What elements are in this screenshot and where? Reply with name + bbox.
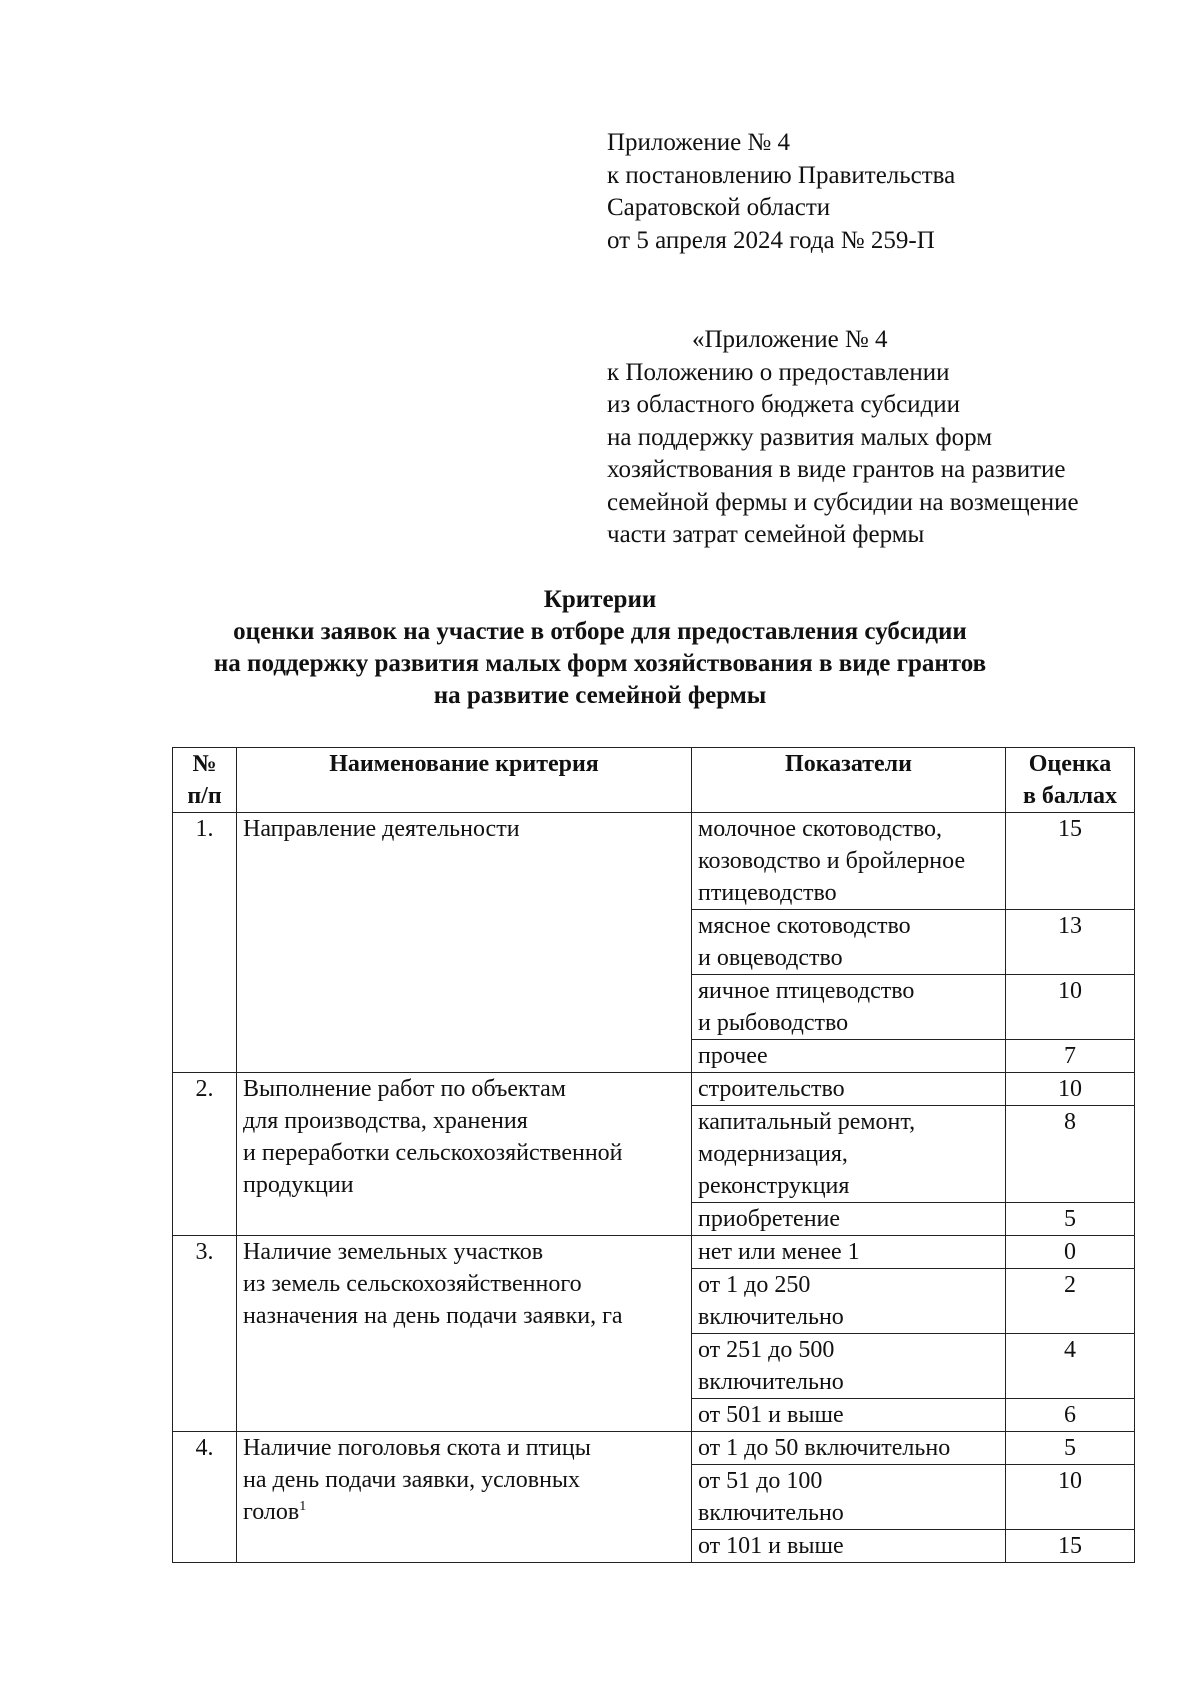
criterion-name <box>237 1236 692 1432</box>
document-title <box>150 584 1050 712</box>
score: 6 <box>1006 1399 1135 1432</box>
criterion-name-text: Наличие поголовья скота и птицы <box>243 1435 591 1461</box>
title-line: на развитие семейной фермы <box>433 682 767 709</box>
indicator-line: капитальный ремонт, <box>698 1109 916 1135</box>
score: 0 <box>1006 1236 1135 1269</box>
indicator-line: молочное скотоводство, <box>698 816 943 842</box>
indicator-line: птицеводство <box>698 880 837 906</box>
criterion-name-text: на день подачи заявки, условных <box>243 1467 581 1493</box>
criterion-name-line <box>243 1236 685 1268</box>
annex2-line: к Положению о предоставлении <box>607 358 950 386</box>
criterion-name-line <box>243 1432 685 1464</box>
criterion-number: 4. <box>173 1432 237 1563</box>
indicator-line: модернизация, <box>698 1141 848 1167</box>
score: 2 <box>1006 1269 1135 1334</box>
score: 7 <box>1006 1040 1135 1073</box>
annex-line: к постановлению Правительства <box>607 161 956 189</box>
criterion-number: 1. <box>173 813 237 1073</box>
indicator-line: от 51 до 100 <box>698 1468 823 1494</box>
indicator-line: включительно <box>698 1369 844 1395</box>
score: 4 <box>1006 1334 1135 1399</box>
criterion-number: 3. <box>173 1236 237 1432</box>
criterion-name-line <box>243 1137 685 1169</box>
criterion-name-line <box>243 1169 685 1201</box>
annex-line: Приложение № 4 <box>607 129 791 156</box>
table-row <box>173 1432 1135 1465</box>
table-body <box>173 813 1135 1563</box>
indicator-line: включительно <box>698 1500 844 1526</box>
indicator <box>692 1106 1006 1203</box>
indicator <box>692 1399 1006 1432</box>
indicator <box>692 1269 1006 1334</box>
criterion-name-line <box>243 1105 685 1137</box>
indicator-line: от 1 до 250 <box>698 1272 811 1298</box>
criterion-name-line <box>243 1464 685 1496</box>
criterion-name-text: продукции <box>243 1172 354 1198</box>
indicator <box>692 1465 1006 1530</box>
indicator-line: от 251 до 500 <box>698 1337 835 1363</box>
score: 10 <box>1006 1465 1135 1530</box>
indicator-line: строительство <box>698 1076 845 1102</box>
indicator <box>692 1334 1006 1399</box>
indicator-line: реконструкция <box>698 1173 850 1199</box>
score: 15 <box>1006 813 1135 910</box>
title-line: оценки заявок на участие в отборе для предоставления субсидии <box>233 618 967 645</box>
annex2-line: хозяйствования в виде грантов на развитие <box>607 456 1066 483</box>
criterion-name <box>237 813 692 1073</box>
indicator <box>692 813 1006 910</box>
indicator-line: нет или менее 1 <box>698 1239 860 1265</box>
table-header-row <box>173 748 1135 813</box>
indicator-line: от 501 и выше <box>698 1402 844 1428</box>
annex-reference <box>607 127 955 257</box>
criterion-number: 2. <box>173 1073 237 1236</box>
indicator-line: прочее <box>698 1043 768 1069</box>
indicator <box>692 1530 1006 1563</box>
annex2-line: на поддержку развития малых форм <box>607 423 993 451</box>
score: 5 <box>1006 1203 1135 1236</box>
indicator-line: от 101 и выше <box>698 1533 844 1559</box>
criterion-name-text: назначения на день подачи заявки, га <box>243 1303 623 1329</box>
indicator <box>692 1432 1006 1465</box>
title-line: Критерии <box>543 586 657 613</box>
indicator <box>692 975 1006 1040</box>
criterion-name-line <box>243 813 685 845</box>
annex-line: от 5 апреля 2024 года № 259-П <box>607 226 935 254</box>
annex2-line: из областного бюджета субсидии <box>607 391 961 418</box>
criterion-name-text: для производства, хранения <box>243 1108 528 1134</box>
criteria-table <box>172 747 1135 1563</box>
table-row <box>173 813 1135 910</box>
annex2-line: части затрат семейной фермы <box>607 521 925 548</box>
title-line: на поддержку развития малых форм хозяйствования в виде грантов <box>213 650 987 677</box>
table-row <box>173 1236 1135 1269</box>
score: 13 <box>1006 910 1135 975</box>
header-num <box>173 748 237 813</box>
indicator <box>692 910 1006 975</box>
criterion-name-text: голов <box>243 1499 300 1525</box>
score: 10 <box>1006 1073 1135 1106</box>
footnote-marker: 1 <box>299 1499 307 1514</box>
criterion-name-line <box>243 1300 685 1332</box>
table-row <box>173 1073 1135 1106</box>
indicator <box>692 1040 1006 1073</box>
header-score-line: в баллах <box>1022 783 1118 809</box>
annex2-line: семейной фермы и субсидии на возмещение <box>607 488 1079 516</box>
criterion-name-text: Наличие земельных участков <box>243 1239 544 1265</box>
criterion-name-text: и переработки сельскохозяйственной <box>243 1140 623 1166</box>
indicator <box>692 1236 1006 1269</box>
criterion-name <box>237 1073 692 1236</box>
header-indicators: Показатели <box>692 748 1006 813</box>
header-num-line: № <box>192 751 217 777</box>
criterion-name <box>237 1432 692 1563</box>
indicator-line: козоводство и бройлерное <box>698 848 966 874</box>
indicator-line: и рыбоводство <box>698 1010 849 1036</box>
indicator-line: мясное скотоводство <box>698 913 911 939</box>
criterion-name-text: из земель сельскохозяйственного <box>243 1271 582 1297</box>
criterion-name-line <box>243 1073 685 1105</box>
score: 15 <box>1006 1530 1135 1563</box>
criterion-name-text: Направление деятельности <box>243 816 520 842</box>
score: 8 <box>1006 1106 1135 1203</box>
criterion-name-text: Выполнение работ по объектам <box>243 1076 566 1102</box>
header-score <box>1006 748 1135 813</box>
score: 10 <box>1006 975 1135 1040</box>
indicator-line: и овцеводство <box>698 945 843 971</box>
criterion-name-line <box>243 1496 685 1528</box>
score: 5 <box>1006 1432 1135 1465</box>
header-num-line: п/п <box>187 783 222 809</box>
annex-line: Саратовской области <box>607 194 831 221</box>
indicator <box>692 1073 1006 1106</box>
indicator-line: приобретение <box>698 1206 841 1232</box>
indicator-line: от 1 до 50 включительно <box>698 1435 951 1461</box>
indicator-line: яичное птицеводство <box>698 978 915 1004</box>
criterion-name-line <box>243 1268 685 1300</box>
indicator-line: включительно <box>698 1304 844 1330</box>
annex2-line: «Приложение № 4 <box>692 326 888 353</box>
header-score-line: Оценка <box>1028 751 1112 777</box>
header-criterion: Наименование критерия <box>237 748 692 813</box>
indicator <box>692 1203 1006 1236</box>
annex-to-regulation <box>607 324 1079 552</box>
